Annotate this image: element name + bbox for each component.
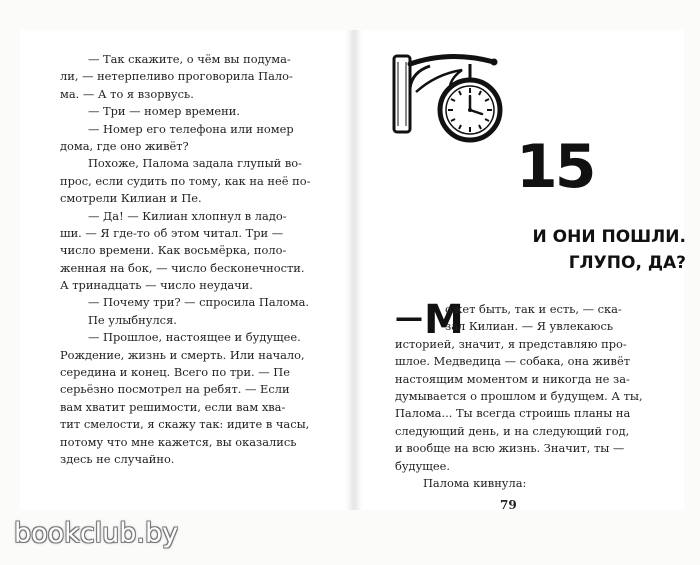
- text-line: будущее.: [395, 458, 450, 473]
- text-line: — Да! — Килиан хлопнул в ладо-: [88, 208, 287, 223]
- page-number: 79: [500, 498, 517, 512]
- text-line: число времени. Как восьмёрка, поло-: [60, 243, 287, 258]
- text-line: — Номер его телефона или номер: [88, 121, 294, 136]
- text-line: — Прошлое, настоящее и будущее.: [88, 330, 301, 345]
- drop-cap-letter: М: [424, 297, 463, 343]
- text-line: А тринадцать — число неудачи.: [60, 278, 253, 293]
- text-line: женная на бок, — число бесконечности.: [60, 260, 305, 275]
- text-line: ши. — Я где-то об этом читал. Три —: [60, 225, 284, 240]
- text-line: прос, если судить по тому, как на неё по-: [60, 173, 311, 188]
- chapter-title: [400, 224, 686, 276]
- text-line: середина и конец. Всего по три. — Пе: [60, 365, 290, 380]
- drop-cap-dash: —: [395, 301, 422, 334]
- text-line: историей, значит, я представляю про-: [395, 336, 627, 351]
- text-line: серьёзно посмотрел на ребят. — Если: [60, 382, 290, 397]
- chapter-number: 15: [516, 132, 594, 202]
- text-line: — Три — номер времени.: [88, 104, 240, 119]
- hanging-clock-icon: [390, 48, 510, 148]
- text-line: вам хватит решимости, если вам хва-: [60, 399, 286, 414]
- text-line: настоящим моментом и никогда не за-: [395, 371, 630, 386]
- text-line: — Почему три? — спросила Палома.: [88, 295, 310, 310]
- text-line: Похоже, Палома задала глупый во-: [88, 156, 302, 171]
- text-line: Палома кивнула:: [423, 475, 527, 490]
- text-line: и вообще на всю жизнь. Значит, ты —: [395, 441, 625, 456]
- text-line: следующий день, и на следующий год,: [395, 423, 630, 438]
- text-line: Палома... Ты всегда строишь планы на: [395, 406, 631, 421]
- text-line: зал Килиан. — Я увлекаюсь: [445, 319, 614, 334]
- text-line: ма. — А то я взорвусь.: [60, 86, 194, 101]
- text-line: Пе улыбнулся.: [88, 312, 177, 327]
- text-line: Рождение, жизнь и смерть. Или начало,: [60, 347, 305, 362]
- watermark: bookclub.by: [14, 518, 179, 549]
- right-page-text: [395, 301, 670, 492]
- text-line: дома, где оно живёт?: [60, 138, 189, 153]
- chapter-title-line: И ОНИ ПОШЛИ.: [532, 227, 686, 247]
- text-line: ли, — нетерпеливо проговорила Пало-: [60, 69, 293, 84]
- text-line: здесь не случайно.: [60, 451, 175, 466]
- text-line: — Так скажите, о чём вы подума-: [88, 52, 291, 66]
- text-line: потому что мне кажется, вы оказались: [60, 434, 297, 449]
- text-line: думывается о прошлом и будущем. А ты,: [395, 388, 643, 403]
- chapter-title-line: ГЛУПО, ДА?: [568, 253, 686, 273]
- book-gutter: [345, 30, 363, 510]
- left-page-text: [60, 51, 330, 468]
- text-line: ожет быть, так и есть, — ска-: [445, 302, 622, 316]
- text-line: тит смелости, я скажу так: идите в часы,: [60, 417, 310, 432]
- text-line: шлое. Медведица — собака, она живёт: [395, 354, 631, 369]
- text-line: смотрели Килиан и Пе.: [60, 191, 202, 206]
